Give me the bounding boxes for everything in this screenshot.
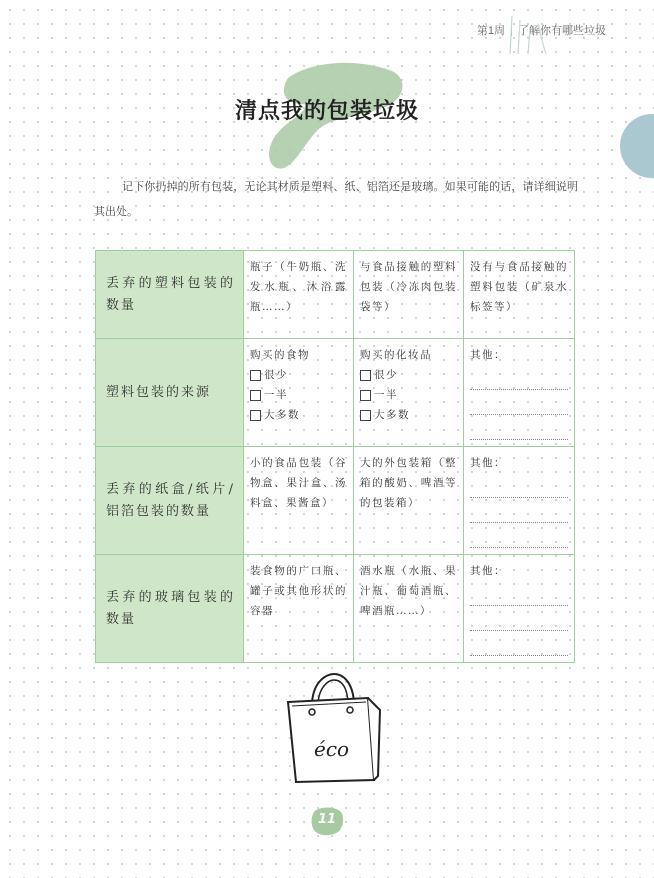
other-cell[interactable] xyxy=(464,339,575,447)
other-cell[interactable] xyxy=(464,555,575,663)
page-title: 清点我的包装垃圾 xyxy=(234,99,419,124)
option-most[interactable] xyxy=(360,405,457,425)
table-row xyxy=(96,339,575,447)
option-label: 一半 xyxy=(264,389,288,401)
table-cell: 酒水瓶（水瓶、果汁瓶、葡萄酒瓶、啤酒瓶……） xyxy=(354,555,464,663)
table-row xyxy=(96,251,575,339)
packaging-table xyxy=(95,250,575,663)
write-line[interactable] xyxy=(470,587,568,606)
option-label: 大多数 xyxy=(264,409,300,421)
checkbox-icon[interactable] xyxy=(360,370,371,381)
write-line[interactable] xyxy=(470,396,568,415)
eco-shopping-bag-icon xyxy=(282,672,382,788)
row-label: 丢弃的纸盒/纸片/铝箔包装的数量 xyxy=(96,447,244,555)
checkbox-icon[interactable] xyxy=(250,410,261,421)
table-row xyxy=(96,555,575,663)
write-line[interactable] xyxy=(470,529,568,548)
table-row xyxy=(96,447,575,555)
week-label: 第1周 xyxy=(476,25,505,37)
write-line[interactable] xyxy=(470,637,568,656)
other-label: 其他： xyxy=(470,349,506,361)
write-line[interactable] xyxy=(470,612,568,631)
option-most[interactable] xyxy=(250,405,347,425)
write-line[interactable] xyxy=(470,421,568,440)
page-number-badge xyxy=(310,806,344,836)
intro-paragraph: 记下你扔掉的所有包装，无论其材质是塑料、纸、铝箔还是玻璃。如果可能的话，请详细说明其出处。 xyxy=(94,180,578,218)
write-line[interactable] xyxy=(470,479,568,498)
row-label: 塑料包装的来源 xyxy=(96,339,244,447)
table-cell: 没有与食品接触的塑料包装（矿泉水标签等） xyxy=(464,251,575,339)
option-rarely[interactable] xyxy=(360,365,457,385)
option-label: 大多数 xyxy=(374,409,410,421)
write-line[interactable] xyxy=(470,371,568,390)
checkbox-icon[interactable] xyxy=(250,390,261,401)
option-half[interactable] xyxy=(250,385,347,405)
cosmetic-source-cell xyxy=(354,339,464,447)
table-cell: 装食物的广口瓶、罐子或其他形状的容器 xyxy=(244,555,354,663)
row-label: 丢弃的玻璃包装的数量 xyxy=(96,555,244,663)
row-label: 丢弃的塑料包装的数量 xyxy=(96,251,244,339)
decorative-lines-icon xyxy=(500,14,560,58)
option-label: 很少 xyxy=(264,369,288,381)
other-label: 其他： xyxy=(470,457,506,469)
food-title: 购买的食物 xyxy=(250,349,310,361)
option-half[interactable] xyxy=(360,385,457,405)
bag-text: éco xyxy=(314,737,350,761)
table-cell: 与食品接触的塑料包装（冷冻肉包装袋等） xyxy=(354,251,464,339)
page-number: 11 xyxy=(317,812,337,827)
header-topic: 了解你有哪些垃圾 xyxy=(518,25,606,37)
option-label: 很少 xyxy=(374,369,398,381)
table-cell: 小的食品包装（谷物盒、果汁盒、汤料盒、果酱盒） xyxy=(244,447,354,555)
checkbox-icon[interactable] xyxy=(360,410,371,421)
table-cell: 大的外包装箱（整箱的酸奶、啤酒等的包装箱） xyxy=(354,447,464,555)
write-line[interactable] xyxy=(470,504,568,523)
option-rarely[interactable] xyxy=(250,365,347,385)
other-label: 其他： xyxy=(470,565,506,577)
cosmetic-title: 购买的化妆品 xyxy=(360,349,432,361)
food-source-cell xyxy=(244,339,354,447)
checkbox-icon[interactable] xyxy=(360,390,371,401)
checkbox-icon[interactable] xyxy=(250,370,261,381)
table-cell: 瓶子（牛奶瓶、洗发水瓶、沐浴露瓶……） xyxy=(244,251,354,339)
other-cell[interactable] xyxy=(464,447,575,555)
option-label: 一半 xyxy=(374,389,398,401)
